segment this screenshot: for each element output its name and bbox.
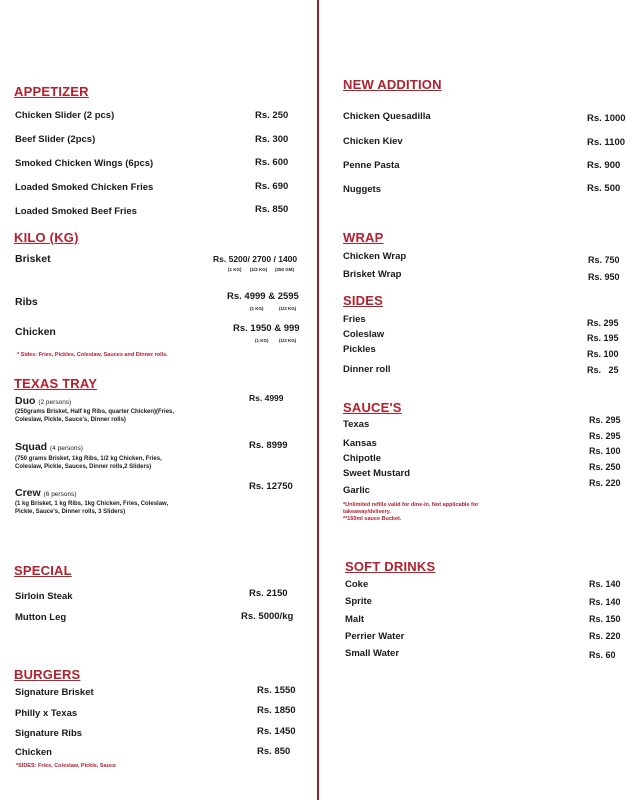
- tray-price: Rs. 8999: [249, 440, 288, 451]
- menu-item-price: Rs. 2150: [249, 588, 288, 599]
- menu-item-name: Garlic: [343, 485, 370, 496]
- new-addition-heading: NEW ADDITION: [343, 77, 442, 92]
- burgers-heading: BURGERS: [14, 667, 81, 682]
- texas-tray-heading: TEXAS TRAY: [14, 376, 98, 391]
- menu-item-price: Rs. 4999 & 2595: [227, 291, 299, 302]
- menu-item-name: Coke: [345, 579, 369, 590]
- menu-item-price: Rs. 140: [589, 597, 621, 607]
- menu-item-price: Rs. 5200/ 2700 / 1400: [213, 254, 298, 264]
- menu-item-name: Brisket Wrap: [343, 269, 402, 280]
- unit-label: (1/2 KG): [279, 306, 297, 311]
- menu-item-name: Chicken Kiev: [343, 136, 403, 147]
- menu-item-price: Rs. 900: [587, 160, 621, 171]
- menu-item-price: Rs. 250: [589, 462, 621, 472]
- appetizer-heading: APPETIZER: [14, 84, 89, 99]
- column-divider: [317, 0, 319, 800]
- menu-item-price: Rs. 100: [589, 446, 621, 456]
- menu-item-name: Philly x Texas: [15, 708, 78, 719]
- menu-item-name: Chipotle: [343, 453, 381, 464]
- menu-item-price: Rs. 1550: [257, 685, 296, 696]
- menu-item-name: Sweet Mustard: [343, 468, 411, 479]
- kilo-sides-note: * Sides: Fries, Pickles, Coleslaw, Sauces and Dinner rolls.: [17, 352, 168, 358]
- tray-price: Rs. 4999: [249, 393, 284, 403]
- unit-label: (1 KG): [228, 267, 242, 272]
- unit-label: (1 KG): [255, 338, 269, 343]
- menu-item-price: Rs. 500: [587, 183, 621, 194]
- unit-label: (250 GM): [275, 267, 295, 272]
- burgers-sides-note: *SIDES: Fries, Coleslaw, Pickle, Sauce: [16, 763, 117, 769]
- sauces-bucket-note: **150ml sauce Bucket.: [343, 516, 402, 522]
- menu-item-name: Texas: [343, 419, 370, 430]
- menu-item-price: Rs. 295: [589, 431, 621, 441]
- menu-item-price: Rs. 300: [255, 134, 289, 145]
- menu-item-name: Fries: [343, 314, 366, 325]
- menu-item-price: Rs. 1950 & 999: [233, 323, 300, 334]
- menu-item-name: Sprite: [345, 596, 372, 607]
- unit-label: (1/2 KG): [279, 338, 297, 343]
- sauces-refill-note: *Unlimited refills valid for dine-in. Not applicable for takeaway/delivery.: [343, 502, 479, 515]
- special-heading: SPECIAL: [14, 563, 72, 578]
- wrap-heading: WRAP: [343, 230, 384, 245]
- tray-description: (250grams Brisket, Half kg Ribs, quarter Chicken)(Fries, Coleslaw, Pickle, Sauce's, Dinner rolls): [15, 409, 175, 423]
- menu-item-name: Brisket: [15, 253, 51, 265]
- menu-item-price: Rs. 1000: [587, 113, 626, 124]
- menu-item-price: Rs. 220: [589, 631, 621, 641]
- menu-item-price: Rs. 295: [589, 415, 621, 425]
- unit-label: (1 KG): [250, 306, 264, 311]
- menu-item-name: Chicken Slider (2 pcs): [15, 110, 115, 121]
- menu-item-name: Signature Brisket: [15, 687, 94, 698]
- menu-item-name: Malt: [345, 614, 364, 625]
- soft-drinks-heading: SOFT DRINKS: [345, 559, 436, 574]
- tray-name: Squad (4 persons): [15, 441, 83, 453]
- unit-label: (1/2 KG): [250, 267, 268, 272]
- menu-item-name: Smoked Chicken Wings (6pcs): [15, 158, 154, 169]
- menu-item-price: Rs. 140: [589, 579, 621, 589]
- tray-persons: (2 persons): [38, 399, 72, 406]
- tray-price: Rs. 12750: [249, 481, 293, 492]
- menu-item-price: Rs. 60: [589, 650, 616, 660]
- tray-description: (1 kg Brisket, 1 kg Ribs, 1kg Chicken, Fries, Coleslaw, Pickle, Sauce's, Dinner rolls, 3 Sliders): [15, 501, 169, 515]
- menu-item-price: Rs. 1100: [587, 137, 626, 148]
- sides-heading: SIDES: [343, 293, 384, 308]
- menu-item-name: Dinner roll: [343, 364, 391, 375]
- menu-item-price: Rs. 690: [255, 181, 289, 192]
- menu-item-name: Penne Pasta: [343, 160, 400, 171]
- menu-item-price: Rs. 100: [587, 349, 619, 359]
- menu-item-name: Beef Slider (2pcs): [15, 134, 96, 145]
- tray-name: Crew (6 persons): [15, 487, 77, 499]
- menu-item-price: Rs. 150: [589, 614, 621, 624]
- menu-item-name: Nuggets: [343, 184, 381, 195]
- menu-item-price: Rs. 195: [587, 333, 619, 343]
- menu-item-price: Rs. 750: [588, 255, 620, 265]
- menu-item-name: Chicken: [15, 747, 52, 758]
- menu-item-name: Chicken: [15, 326, 56, 338]
- menu-item-name: Loaded Smoked Chicken Fries: [15, 182, 154, 193]
- menu-item-price: Rs. 220: [589, 478, 621, 488]
- menu-item-name: Ribs: [15, 296, 38, 308]
- tray-persons: (6 persons): [43, 491, 77, 498]
- menu-item-price: Rs. 950: [588, 272, 620, 282]
- menu-item-name: Coleslaw: [343, 329, 385, 340]
- menu-item-price: Rs. 600: [255, 157, 289, 168]
- menu-item-name: Perrier Water: [345, 631, 405, 642]
- menu-item-name: Pickles: [343, 344, 376, 355]
- tray-description: (750 grams Brisket, 1kg Ribs, 1/2 kg Chicken, Fries, Coleslaw, Pickle, Sauces, Dinner rolls,2 Sliders): [15, 456, 162, 470]
- menu-item-name: Kansas: [343, 438, 377, 449]
- menu-item-name: Mutton Leg: [15, 612, 67, 623]
- menu-item-name: Loaded Smoked Beef Fries: [15, 206, 137, 217]
- menu-item-name: Signature Ribs: [15, 728, 83, 739]
- menu-item-name: Chicken Quesadilla: [343, 111, 431, 122]
- menu-item-name: Sirloin Steak: [15, 591, 73, 602]
- menu-item-price: Rs. 850: [257, 746, 291, 757]
- menu-item-price: Rs. 295: [587, 318, 619, 328]
- menu-item-price: Rs. 25: [587, 365, 619, 375]
- menu-item-price: Rs. 1450: [257, 726, 296, 737]
- tray-persons: (4 persons): [50, 445, 83, 452]
- menu-item-price: Rs. 250: [255, 110, 289, 121]
- menu-item-price: Rs. 5000/kg: [241, 611, 294, 622]
- sauces-heading: SAUCE'S: [343, 400, 402, 415]
- menu-item-price: Rs. 1850: [257, 705, 296, 716]
- menu-item-name: Chicken Wrap: [343, 251, 407, 262]
- tray-name: Duo (2 persons): [15, 395, 72, 407]
- menu-item-price: Rs. 850: [255, 204, 289, 215]
- menu-item-name: Small Water: [345, 648, 400, 659]
- kilo-heading: KILO (KG): [14, 230, 79, 245]
